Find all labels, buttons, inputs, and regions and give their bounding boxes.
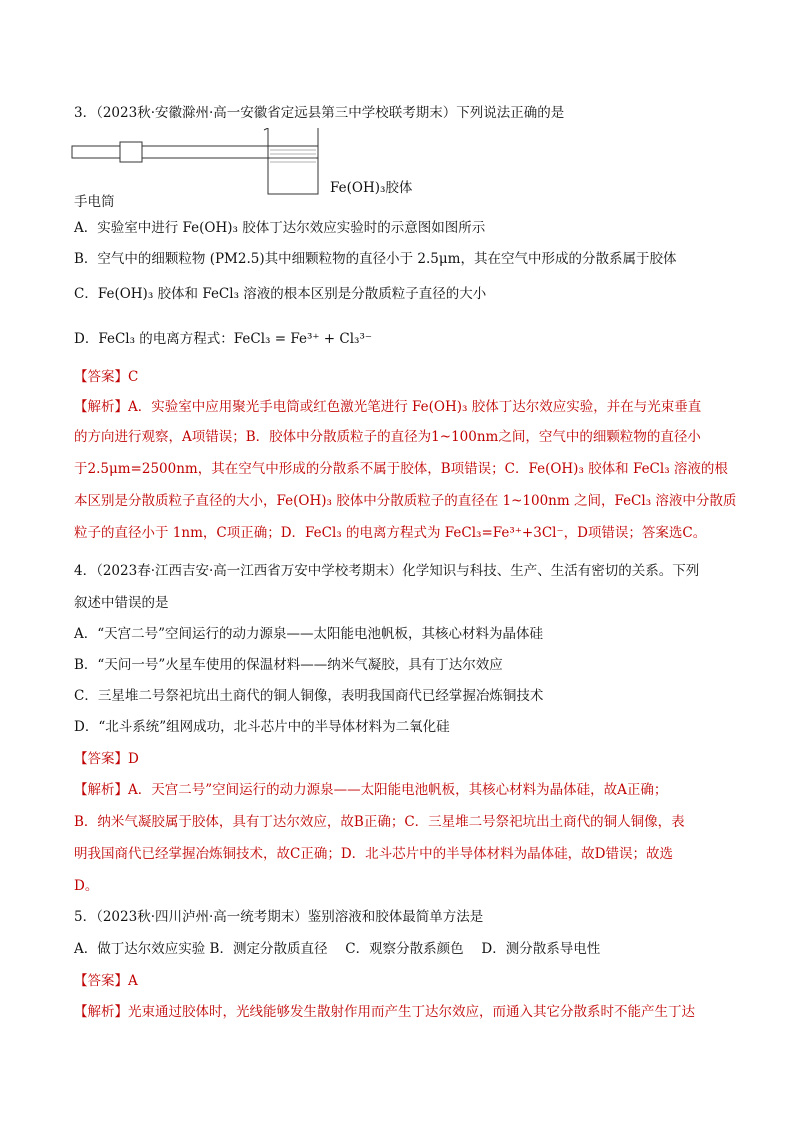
q4-analysis-line: D。: [74, 878, 99, 894]
q4-analysis-line: 明我国商代已经掌握冶炼铜技术，故C正确；D．北斗芯片中的半导体材料为晶体硅，故D错误；故选: [74, 846, 673, 862]
q3-option-c: C．Fe(OH)₃ 胶体和 FeCl₃ 溶液的根本区别是分散质粒子直径的大小: [74, 286, 487, 302]
q3-analysis-line: 本区别是分散质粒子直径的大小，Fe(OH)₃ 胶体中分散质粒子的直径在 1~100nm 之间，FeCl₃ 溶液中分散质: [74, 493, 737, 509]
flashlight-label: 手电筒: [74, 194, 115, 210]
q4-option-b: B．“天问一号”火星车使用的保温材料——纳米气凝胶，具有丁达尔效应: [74, 657, 503, 673]
q3-answer: 【答案】C: [74, 369, 139, 385]
q4-option-a: A．“天宫二号”空间运行的动力源泉——太阳能电池帆板，其核心材料为晶体硅: [74, 626, 544, 642]
q3-option-b: B．空气中的细颗粒物 (PM2.5)其中细颗粒物的直径小于 2.5μm，其在空气中形成的分散系属于胶体: [74, 251, 677, 267]
q3-analysis-line: 于2.5μm=2500nm，其在空气中形成的分散系不属于胶体，B项错误；C．Fe(OH)₃ 胶体和 FeCl₃ 溶液的根: [74, 461, 728, 477]
q3-analysis-line: 的方向进行观察，A项错误；B．胶体中分散质粒子的直径为1~100nm之间，空气中的细颗粒物的直径小: [74, 429, 701, 445]
colloid-label: Fe(OH)₃胶体: [330, 180, 413, 196]
q3-header: 3．（2023秋·安徽滁州·高一安徽省定远县第三中学校联考期末）下列说法正确的是: [74, 105, 565, 121]
q4-header-cont: 叙述中错误的是: [74, 595, 169, 611]
q5-options: A．做丁达尔效应实验 B．测定分散质直径 C．观察分散系颜色 D．测分散系导电性: [74, 941, 601, 957]
q4-header: 4．（2023春·江西吉安·高一江西省万安中学校考期末）化学知识与科技、生产、生活有密切的关系。下列: [74, 563, 700, 579]
q4-option-c: C．三星堆二号祭祀坑出土商代的铜人铜像，表明我国商代已经掌握冶炼铜技术: [74, 688, 544, 704]
q3-option-d: D．FeCl₃ 的电离方程式：FeCl₃ = Fe³⁺ + Cl₃³⁻: [74, 331, 373, 347]
q5-analysis-line: 【解析】光束通过胶体时，光线能够发生散射作用而产生丁达尔效应，而通入其它分散系时不能产生丁达: [74, 1004, 695, 1020]
q4-answer: 【答案】D: [74, 751, 139, 767]
q5-answer: 【答案】A: [74, 973, 138, 989]
q3-option-a: A．实验室中进行 Fe(OH)₃ 胶体丁达尔效应实验时的示意图如图所示: [74, 220, 486, 236]
q5-header: 5．（2023秋·四川泸州·高一统考期末）鉴别溶液和胶体最简单方法是: [74, 909, 484, 925]
q3-analysis-line: 【解析】A．实验室中应用聚光手电筒或红色激光笔进行 Fe(OH)₃ 胶体丁达尔效应实验，并在与光束垂直: [74, 399, 702, 415]
q4-option-d: D．“北斗系统”组网成功，北斗芯片中的半导体材料为二氧化硅: [74, 719, 450, 735]
q4-analysis-line: B．纳米气凝胶属于胶体，具有丁达尔效应，故B正确；C．三星堆二号祭祀坑出土商代的铜人铜像，表: [74, 814, 685, 830]
q4-analysis-line: 【解析】A．天宫二号”空间运行的动力源泉——太阳能电池帆板，其核心材料为晶体硅，故A正确；: [74, 782, 668, 798]
q3-analysis-line: 粒子的直径小于 1nm，C项正确；D．FeCl₃ 的电离方程式为 FeCl₃=Fe³⁺+3Cl⁻，D项错误；答案选C。: [74, 525, 707, 541]
